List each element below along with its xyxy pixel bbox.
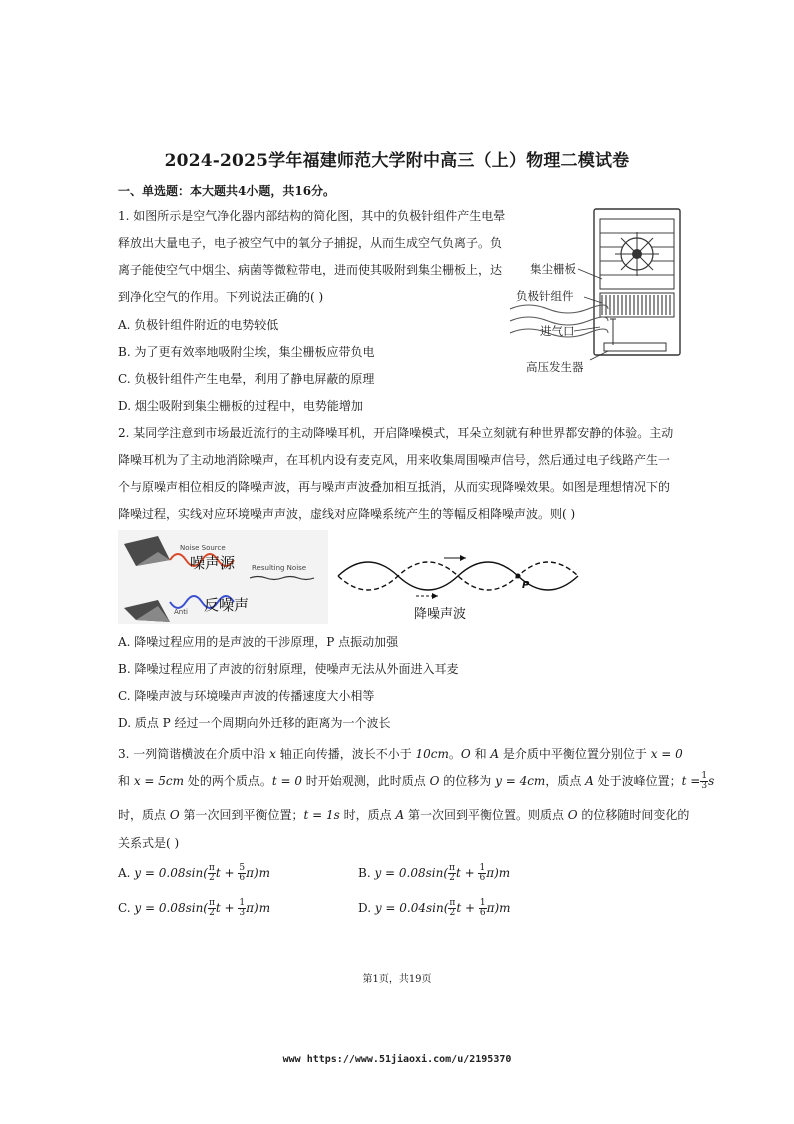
watermark-url[interactable]: www https://www.51jiaoxi.com/u/2195370 (282, 1054, 512, 1065)
q3-option-c: C. y = 0.08sin( $\frac{\pi}{2}$ t + $\frac{1}{3}$ π)m (118, 898, 271, 918)
q3-option-a: A. y = 0.08sin( $\frac{\pi}{2}$ t + $\frac{5}{6}$ π)m (118, 863, 271, 883)
q2-option-b: B. 降噪过程应用了声波的衍射原理，使噪声无法从外面进入耳麦 (118, 662, 459, 676)
figure-label-hv-generator: 高压发生器 (526, 360, 584, 374)
figure-label-noise-source-en: Noise Source (180, 544, 226, 552)
q2-line: 2. 某同学注意到市场最近流行的主动降噪耳机，开启降噪模式，耳朵立刻就有种世界都安静的体验。主动 (118, 426, 674, 440)
figure-label-anti-wave: 降噪声波 (414, 607, 467, 622)
q3-line-2: 和 x = 5cm 处的两个质点。t = 0 时开始观测，此时质点 O 的位移为 y = 4cm，质点 A 处于波峰位置；t = $\frac{1}{3}$ s (118, 771, 715, 791)
q3-line-1: 3. 一列简谐横波在介质中沿 x 轴正向传播，波长不小于 10cm。O 和 A 是介质中平衡位置分别位于 x = 0 (118, 747, 683, 761)
q2-option-a: A. 降噪过程应用的是声波的干涉原理，P 点振动加强 (118, 635, 399, 649)
page-title: 2024-2025学年福建师范大学附中高三（上）物理二模试卷 (164, 151, 630, 171)
q3-line-3: 时，质点 O 第一次回到平衡位置；t = 1s 时，质点 A 第一次回到平衡位置。则质点 O 的位移随时间变化的 (118, 808, 690, 822)
figure-label-anti-en: Anti (174, 608, 188, 616)
q2-line: 降噪过程，实线对应环境噪声声波，虚线对应降噪系统产生的等幅反相降噪声波。则( ) (118, 507, 576, 521)
q2-option-d: D. 质点 P 经过一个周期向外迁移的距离为一个波长 (118, 716, 391, 730)
figure-label-dust-grid: 集尘栅板 (530, 262, 576, 276)
wave-superposition-figure (336, 548, 586, 628)
figure-label-noise-source: 噪声源 (190, 554, 236, 572)
q2-option-c: C. 降噪声波与环境噪声声波的传播速度大小相等 (118, 689, 375, 703)
air-purifier-figure (508, 205, 688, 377)
figure-label-anti-noise: 反噪声 (204, 596, 250, 614)
q2-line: 个与原噪声相位相反的降噪声波，再与噪声声波叠加相互抵消，从而实现降噪效果。如图是理想情况下的 (118, 480, 671, 494)
q3-option-d: D. y = 0.04sin( $\frac{\pi}{2}$ t + $\frac{1}{6}$ π)m (358, 898, 511, 918)
q1-line: 离子能使空气中烟尘、病菌等微粒带电，进而使其吸附到集尘栅板上，达 (118, 263, 503, 277)
section-heading: 一、单选题：本大题共4小题，共16分。 (118, 184, 336, 198)
q1-option-d: D. 烟尘吸附到集尘栅板的过程中，电势能增加 (118, 399, 363, 413)
noise-cancel-figure (118, 530, 328, 624)
figure-label-point-p: P (522, 580, 530, 591)
q1-line: 到净化空气的作用。下列说法正确的( ) (118, 290, 324, 304)
q1-option-b: B. 为了更有效率地吸附尘埃，集尘栅板应带负电 (118, 345, 375, 359)
figure-label-resulting-noise: Resulting Noise (252, 564, 307, 572)
q1-line: 1. 如图所示是空气净化器内部结构的简化图，其中的负极针组件产生电晕 (118, 209, 506, 223)
q3-line-4: 关系式是( ) (118, 836, 180, 850)
page-footer: 第1页，共19页 (362, 974, 432, 985)
figure-label-needle-assembly: 负极针组件 (516, 289, 574, 303)
q3-option-b: B. y = 0.08sin( $\frac{\pi}{2}$ t + $\frac{1}{6}$ π)m (358, 863, 511, 883)
q2-line: 降噪耳机为了主动地消除噪声，在耳机内设有麦克风，用来收集周围噪声信号，然后通过电子线路产生一 (118, 453, 671, 467)
figure-label-air-inlet: 进气口 (540, 324, 575, 338)
q1-line: 释放出大量电子，电子被空气中的氧分子捕捉，从而生成空气负离子。负 (118, 236, 503, 250)
q1-option-c: C. 负极针组件产生电晕，利用了静电屏蔽的原理 (118, 372, 375, 386)
q1-option-a: A. 负极针组件附近的电势较低 (118, 318, 279, 332)
